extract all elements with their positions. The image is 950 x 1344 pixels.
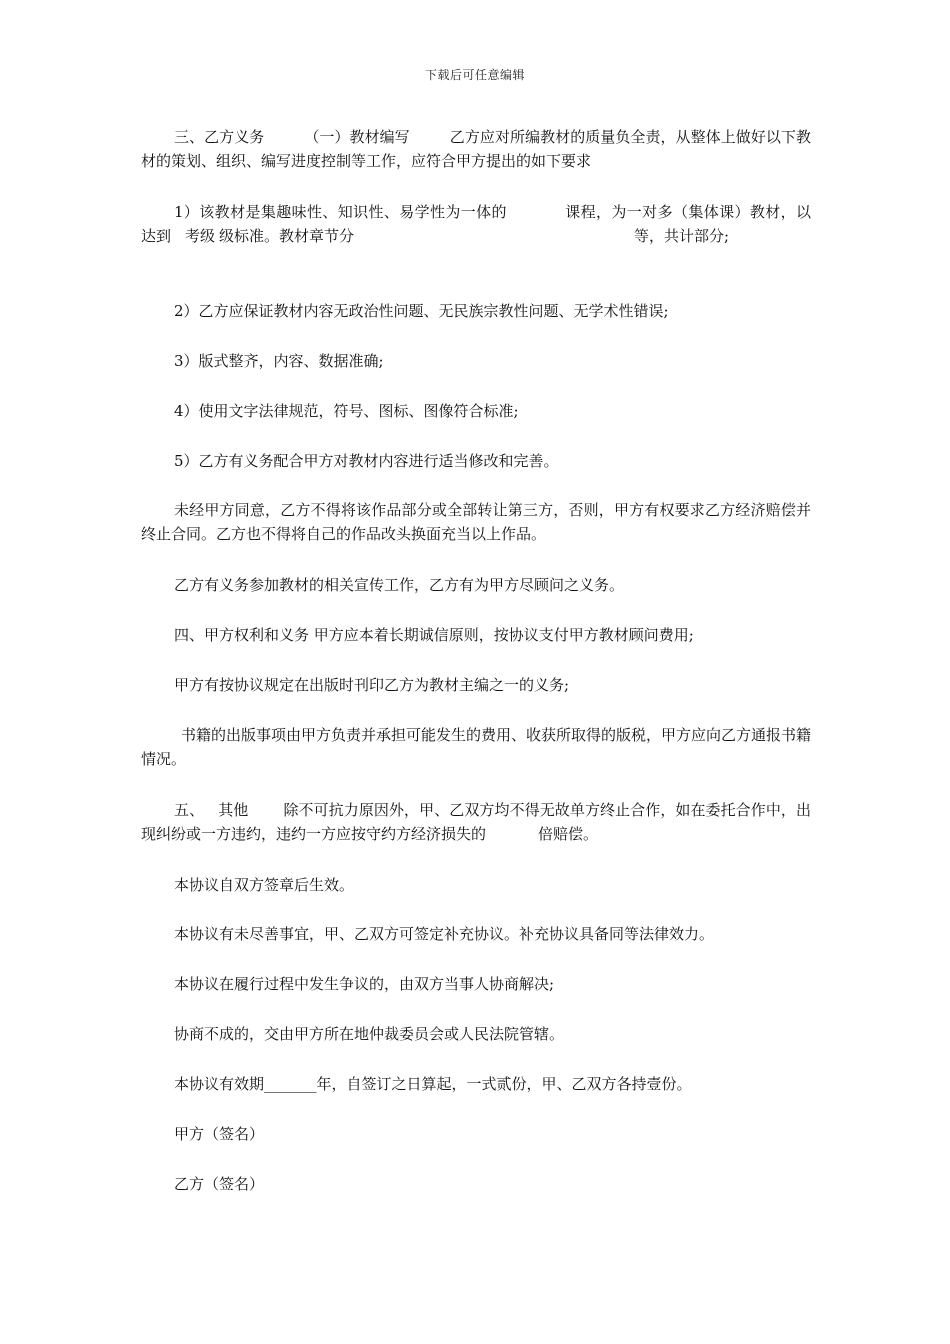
supplement-clause: 本协议有未尽善事宜，甲、乙双方可签定补充协议。补充协议具备同等法律效力。 [174,925,715,943]
transfer-clause: 未经甲方同意，乙方不得将该作品部分或全部转让第三方，否则，甲方有权要求乙方经济赔偿并终止合同。乙方也不得将自己的作品改头换面充当以上作品。 [141,501,811,543]
subsection-1-heading: （一）教材编写 [304,128,410,146]
dispute-clause: 本协议在履行过程中发生争议的，由双方当事人协商解决; [174,975,555,993]
page-header: 下载后可任意编辑 [424,68,525,82]
requirement-1-part-c: 考级 [185,227,216,245]
jurisdiction-clause: 协商不成的，交由甲方所在地仲裁委员会或人民法院管辖。 [174,1025,565,1043]
requirement-3: 3）版式整齐，内容、数据准确; [174,352,384,370]
section-3-text: 乙方应对所编教材的质量负全责，从整体上做好以下教材的策划、组织、编写进度控制等工作，应符合甲方提出的如下要求 [141,128,811,170]
effective-clause: 本协议自双方签章后生效。 [174,876,355,894]
section-3-heading: 三、乙方义务 [174,128,265,146]
editor-credit-clause: 甲方有按协议规定在出版时刊印乙方为教材主编之一的义务; [174,676,570,694]
requirement-1-part-e: 等，共计部分; [634,227,730,245]
section-5-subheading: 其他 [218,801,249,819]
section-4-party-a: 四、甲方权利和义务 甲方应本着长期诚信原则，按协议支付甲方教材顾问费用; [174,626,694,644]
requirement-4: 4）使用文字法律规范，符号、图标、图像符合标准; [174,402,519,420]
requirement-1-part-b: 课程，为一对多（集体课）教材，以达到 [141,203,811,245]
section-3-obligations-b [141,125,811,173]
requirement-5: 5）乙方有义务配合甲方对教材内容进行适当修改和完善。 [174,452,559,470]
validity-clause: 本协议有效期_______年，自签订之日算起，一式贰份，甲、乙双方各持壹份。 [174,1075,692,1093]
requirement-1-part-d: 级标准。教材章节分 [219,227,355,245]
promotion-clause: 乙方有义务参加教材的相关宣传工作，乙方有为甲方尽顾问之义务。 [174,576,625,594]
requirement-2: 2）乙方应保证教材内容无政治性问题、无民族宗教性问题、无学术性错误; [174,302,669,320]
requirement-1-part-a: 1）该教材是集趣味性、知识性、易学性为一体的 [174,203,507,221]
section-5-compensation: 倍赔偿。 [538,825,599,843]
section-5-heading: 五、 [174,801,205,819]
section-5-text: 除不可抗力原因外，甲、乙双方均不得无故单方终止合作，如在委托合作中，出现纠纷或一方违约，违约一方应按守约方经济损失的 [141,801,811,843]
requirement-1 [141,200,811,248]
party-b-signature: 乙方（签名） [174,1175,265,1193]
party-a-signature: 甲方（签名） [174,1125,265,1143]
section-5-other [141,798,811,846]
publishing-clause: 书籍的出版事项由甲方负责并承担可能发生的费用、收获所取得的版税，甲方应向乙方通报书籍情况。 [141,726,812,768]
